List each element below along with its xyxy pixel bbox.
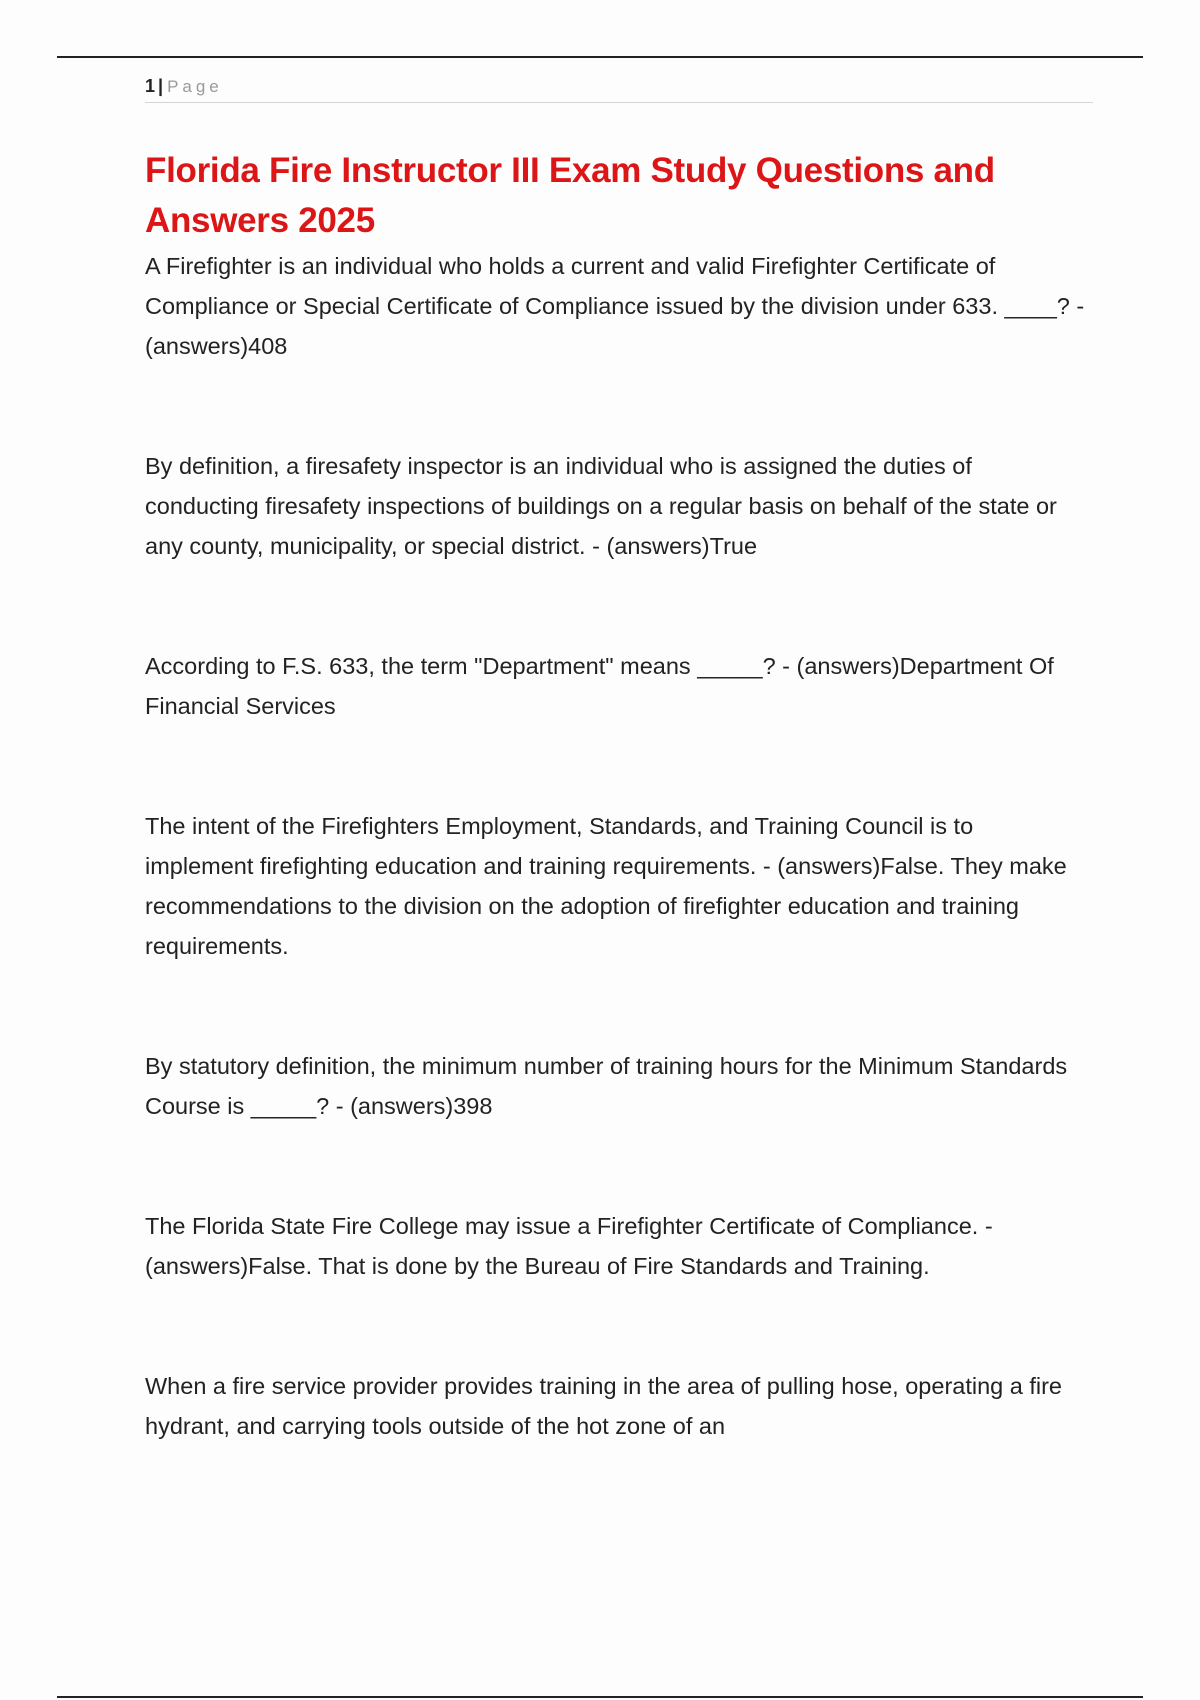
page-separator: | bbox=[158, 76, 164, 96]
page-label: Page bbox=[167, 77, 223, 96]
question-answer-3: According to F.S. 633, the term "Department" means _____? - (answers)Department Of Financial Services bbox=[145, 653, 1054, 719]
bottom-border-rule bbox=[57, 1696, 1143, 1698]
question-answer-7: When a fire service provider provides training in the area of pulling hose, operating a fire hydrant, and carrying tools outside of the hot zone of an bbox=[145, 1373, 1063, 1439]
top-border-rule bbox=[57, 56, 1143, 58]
question-answer-4: The intent of the Firefighters Employment, Standards, and Training Council is to implement firefighting education and training requirements. - (answers)False. They make recommendations to the division on the adoption of firefighter education and training requirements. bbox=[145, 813, 1067, 959]
page-header bbox=[145, 74, 1093, 103]
page-number: 1 bbox=[145, 76, 156, 96]
document-title: Florida Fire Instructor III Exam Study Questions and Answers 2025 bbox=[145, 151, 995, 240]
question-answer-2: By definition, a firesafety inspector is an individual who is assigned the duties of conducting firesafety inspections of buildings on a regular basis on behalf of the state or any county, municipality, or special district. - (answers)True bbox=[145, 453, 1057, 559]
question-answer-6: The Florida State Fire College may issue a Firefighter Certificate of Compliance. - (answers)False. That is done by the Bureau of Fire Standards and Training. bbox=[145, 1213, 993, 1279]
question-answer-5: By statutory definition, the minimum number of training hours for the Minimum Standards Course is _____? - (answers)398 bbox=[145, 1053, 1068, 1119]
document-body bbox=[145, 146, 1085, 1446]
question-answer-1: A Firefighter is an individual who holds a current and valid Firefighter Certificate of Compliance or Special Certificate of Compliance issued by the division under 633. ____? - (answers)408 bbox=[145, 253, 1085, 359]
